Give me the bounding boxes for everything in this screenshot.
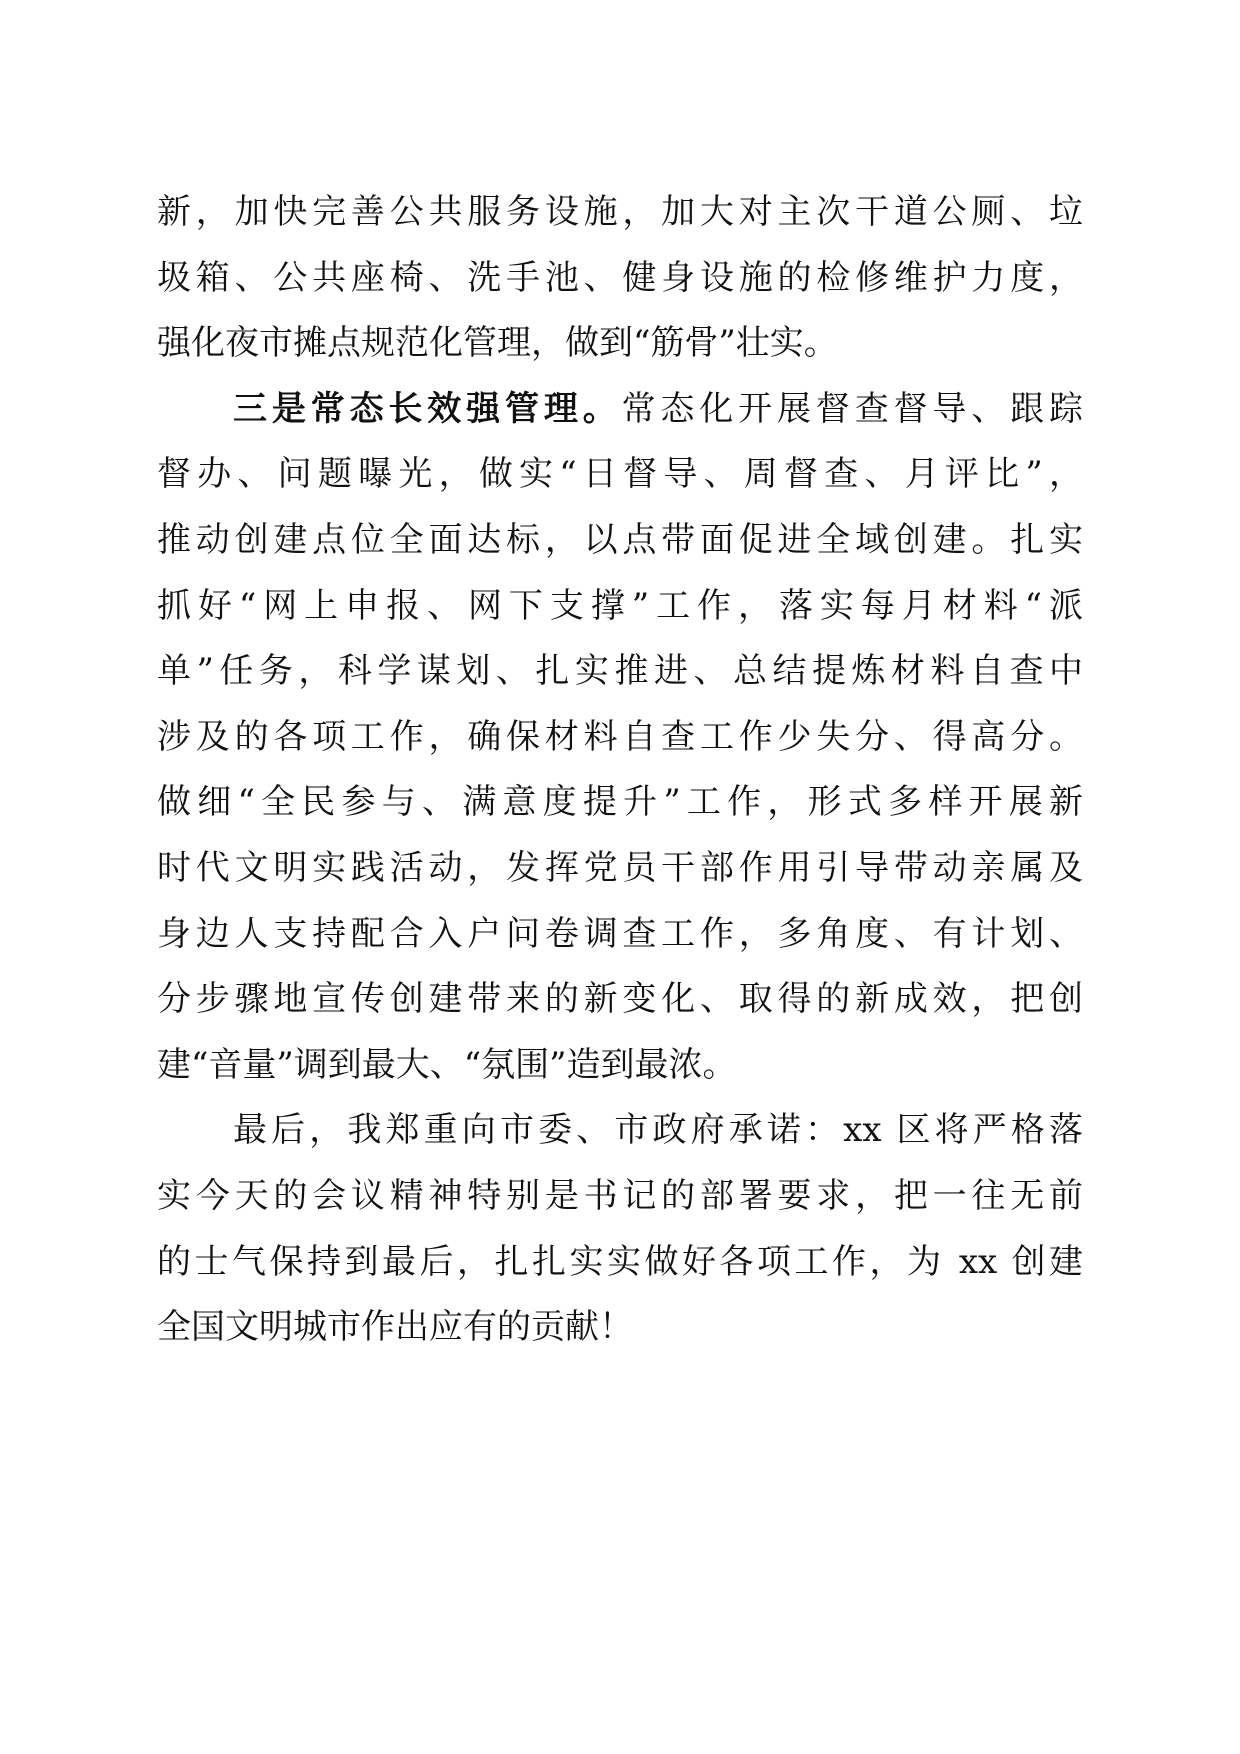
text-line-12: 身边人支持配合入户问卷调查工作，多角度、有计划、 (157, 913, 1083, 954)
text-line-5: 督办、问题曝光，做实“日督导、周督查、月评比”， (157, 454, 1083, 495)
text-line-7: 抓好“网上申报、网下支撑”工作，落实每月材料“派 (157, 585, 1083, 626)
text-line-17: 的士气保持到最后，扎扎实实做好各项工作，为 xx 创建 (157, 1241, 1083, 1282)
text-line-4: 常态化开展督查督导、跟踪 (621, 388, 1083, 429)
text-line-2: 圾箱、公共座椅、洗手池、健身设施的检修维护力度， (157, 257, 1083, 298)
document-body (157, 180, 1083, 1361)
text-line-1: 新，加快完善公共服务设施，加大对主次干道公厕、垃 (157, 192, 1083, 232)
paragraph-3-first-line (157, 377, 1083, 443)
text-line-10: 做细“全民参与、满意度提升”工作，形式多样开展新 (157, 782, 1083, 823)
text-line-13: 分步骤地宣传创建带来的新变化、取得的新成效，把创 (157, 979, 1083, 1020)
text-line-8: 单”任务，科学谋划、扎实推进、总结提炼材料自查中 (157, 651, 1083, 692)
text-line-9: 涉及的各项工作，确保材料自查工作少失分、得高分。 (157, 716, 1083, 757)
text-line-18: 全国文明城市作出应有的贡献！ (157, 1307, 633, 1348)
section-heading-3: 三是常态长效强管理。 (233, 388, 622, 429)
text-line-15: 最后，我郑重向市委、市政府承诺：xx 区将严格落 (233, 1110, 1083, 1151)
text-line-6: 推动创建点位全面达标，以点带面促进全域创建。扎实 (157, 519, 1083, 560)
text-line-11: 时代文明实践活动，发挥党员干部作用引导带动亲属及 (157, 847, 1083, 888)
text-line-16: 实今天的会议精神特别是书记的部署要求，把一往无前 (157, 1175, 1083, 1216)
text-line-3: 强化夜市摊点规范化管理，做到“筋骨”壮实。 (157, 323, 838, 364)
text-line-14: 建“音量”调到最大、“氛围”造到最浓。 (157, 1044, 737, 1085)
